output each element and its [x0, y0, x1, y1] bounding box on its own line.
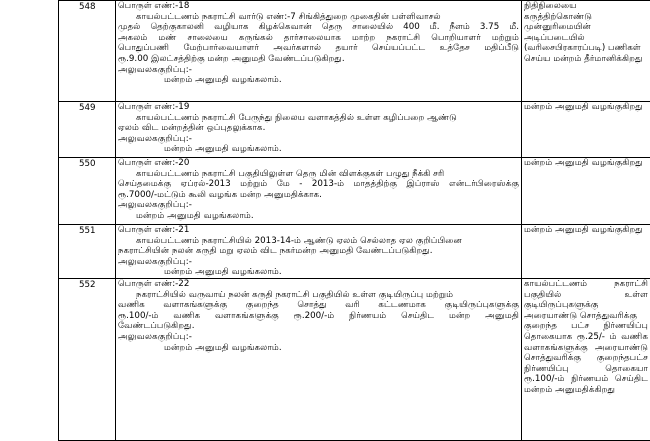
subject-text-line: ரூ.100/-ம் வணிக வளாகங்களுக்கு ரூ.200/-ம் நிர்ணயம் செய்திட மன்ற அனுமதி	[118, 311, 519, 322]
resolution-line: குறைந்த பட்ச நிர்ணயிப்பு	[524, 321, 648, 332]
resolution-line: செய்ய மன்றம் தீர்மானிக்கிறது	[524, 54, 648, 65]
item-number: 551	[59, 225, 116, 279]
resolution-line: மன்றம் அனுமதி வழங்குகிறது	[524, 102, 648, 113]
minutes-row	[59, 1, 650, 102]
subject-text-line: ரூ.7000/-மட்டும் கூலி வழங்க மன்ற அனுமதிக்காக.	[118, 190, 519, 201]
item-number: 552	[59, 278, 116, 440]
item-number: 549	[59, 102, 116, 158]
resolution	[522, 225, 650, 279]
subject-heading: பொருள் எண்:-18	[118, 1, 519, 12]
office-note-label: அலுவலககுறிப்பு:-	[118, 332, 519, 343]
subject-text-line: காயல்பட்டணம் நகராட்சியில் 2013-14-ம் ஆண்டு ஏலம் செல்லாத ஏல குறிப்பினை	[118, 236, 519, 247]
resolution-line: மன்றம் அனுமதி வழங்குகிறது	[524, 225, 648, 236]
subject-text-line: வேண்டப்படுகிறது.	[118, 321, 519, 332]
subject-heading: பொருள் எண்:-20	[118, 158, 519, 169]
subject-heading: பொருள் எண்:-22	[118, 279, 519, 290]
item-body	[116, 278, 522, 440]
resolution-line: வளாகங்களுக்கு அரையாண்டு	[524, 343, 648, 354]
item-number: 548	[59, 1, 116, 102]
office-note-label: அலுவலககுறிப்பு:-	[118, 257, 519, 268]
resolution-line: மன்றம் அனுமதிக்கிறது	[524, 385, 648, 396]
item-number: 550	[59, 158, 116, 225]
item-body	[116, 158, 522, 225]
minutes-row	[59, 278, 650, 440]
subject-text-line: நகராட்சியின் நலன் கருதி மறு ஏலம் விட நகர்மன்ற அனுமதி வேண்டப்படுகிறது.	[118, 246, 519, 257]
minutes-row	[59, 102, 650, 158]
resolution-line: மன்றம் அனுமதி வழங்குகிறது	[524, 158, 648, 169]
resolution-line: குடியிருப்புகளுக்கு	[524, 300, 648, 311]
resolution-line: ரூ.100/-ம் நிர்ணயம் செய்திட	[524, 374, 648, 385]
office-note-text: மன்றம் அனுமதி வழங்கலாம்.	[118, 144, 519, 155]
resolution-line: அரையாண்டு சொத்துவரிக்கு	[524, 311, 648, 322]
resolution-line: பகுதியில் உள்ள	[524, 290, 648, 301]
resolution-line: அடிப்படையில்	[524, 33, 648, 44]
resolution-line: நிதிநிலையை	[524, 1, 648, 12]
subject-text-line: காயல்பட்டணம் நகராட்சி பகுதியிலுள்ள தெரு மின் விளக்குகள் பழுது நீக்கி சரி	[118, 169, 519, 180]
minutes-row	[59, 158, 650, 225]
item-body	[116, 102, 522, 158]
resolution-line: காயல்பட்டணம் நகராட்சி	[524, 279, 648, 290]
office-note-label: அலுவலககுறிப்பு:-	[118, 134, 519, 145]
minutes-table-body	[59, 1, 650, 441]
office-note-text: மன்றம் அனுமதி வழங்கலாம்.	[118, 211, 519, 222]
office-note-text: மன்றம் அனுமதி வழங்கலாம்.	[118, 75, 519, 86]
resolution-line: நிர்ணயிப்பு தொகையா	[524, 364, 648, 375]
subject-text-line: முதல் தெற்குகாலனி வழியாக கிழக்கெவான் தெரு சாலையில் 400 மீ. நீளம் 3.75 மீ.	[118, 22, 519, 33]
subject-text-line: ரூ.9.00 இலட்சத்திற்கு மன்ற அனுமதி வேண்டப்படுகிறது.	[118, 54, 519, 65]
item-body	[116, 1, 522, 102]
resolution	[522, 1, 650, 102]
subject-text-line: வணிக வளாகங்களுக்கு குறைந்த சொத்து வரி கட்டணமாக குடியிருப்புகளுக்கு	[118, 300, 519, 311]
subject-heading: பொருள் எண்:-19	[118, 102, 519, 113]
subject-text-line: பொதுப்பணி மேற்பார்வையாளர் அவர்களால் தயார் செய்யப்பட்ட உத்தேச மதிப்பீடு	[118, 43, 519, 54]
subject-text-line: ஏலம் விட மன்றத்தின் ஒப்புதலுக்காக.	[118, 123, 519, 134]
office-note-label: அலுவலககுறிப்பு:-	[118, 200, 519, 211]
subject-heading: பொருள் எண்:-21	[118, 225, 519, 236]
resolution-line: சொத்துவரிக்கு குறைந்தபட்ச	[524, 353, 648, 364]
resolution-line: தொகையாக ரூ.25/- ம் வணிக	[524, 332, 648, 343]
office-note-text: மன்றம் அனுமதி வழங்கலாம்.	[118, 343, 519, 354]
subject-text-line: காயல்பட்டணம் நகராட்சி வார்டு எண்:-7 சிங்கித்துறை முகைதின் பள்ளிவாசல்	[118, 12, 519, 23]
resolution-line: முன்னுரிமையின்	[524, 22, 648, 33]
resolution-line: கருத்திற்கொண்டு	[524, 12, 648, 23]
minutes-row	[59, 225, 650, 279]
resolution	[522, 278, 650, 440]
subject-text-line: நகராட்சியில் வருவாய் நலன் கருதி நகராட்சி பகுதியில் உள்ள குடியிருப்பு மற்றும்	[118, 290, 519, 301]
minutes-table	[58, 0, 650, 441]
subject-text-line: காயல்பட்டணம் நகராட்சி பேருந்து நிலைய வளாகத்தில் உள்ள கழிப்பறை ஆண்டு	[118, 113, 519, 124]
office-note-text: மன்றம் அனுமதி வழங்கலாம்.	[118, 267, 519, 278]
subject-text-line: செய்தமைக்கு ஏப்ரல்-2013 மற்றும் மே - 2013-ம் மாதத்திற்கு இப்ராஸ் என்டர்பிரைஸ்க்கு	[118, 179, 519, 190]
office-note-label: அலுவலககுறிப்பு:-	[118, 65, 519, 76]
resolution	[522, 158, 650, 225]
item-body	[116, 225, 522, 279]
resolution-line: (வரிசைபிரகாரப்படி) பணிகள்	[524, 43, 648, 54]
resolution	[522, 102, 650, 158]
subject-text-line: அகலம் மண் சாலையை கருங்கல் தார்சாலையாக மாற்ற நகராட்சி பொறியாளர் மற்றும்	[118, 33, 519, 44]
